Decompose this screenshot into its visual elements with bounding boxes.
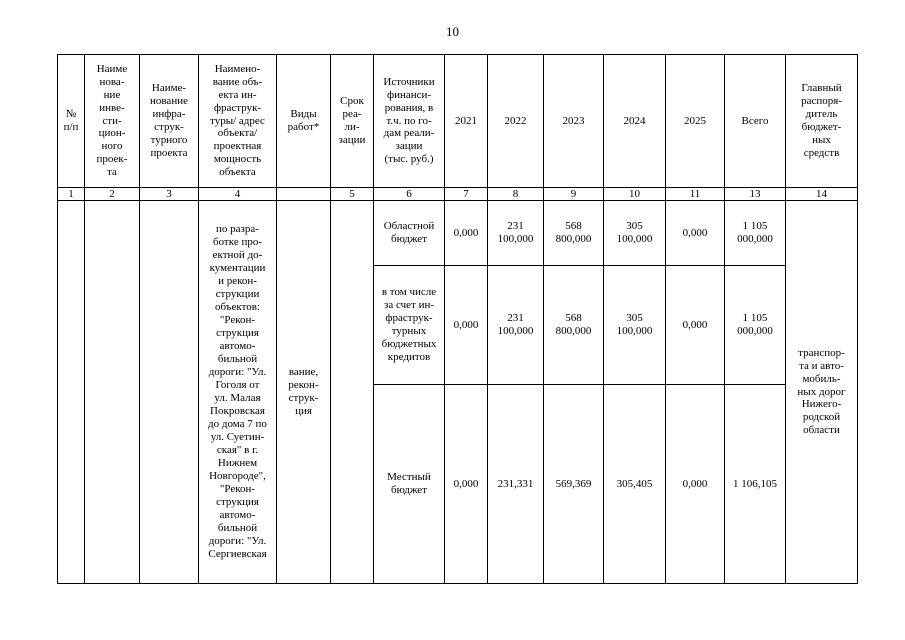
column-number: 14: [786, 188, 858, 201]
text-line: 0,000: [453, 477, 479, 490]
text-line: 231,331: [497, 477, 534, 490]
header-cell: [331, 55, 374, 188]
column-number: 8: [488, 188, 544, 201]
text-line: 2024: [623, 114, 646, 127]
text-line: по разра-: [216, 223, 259, 236]
column-number: 3: [140, 188, 199, 201]
text-line: зации: [395, 140, 423, 153]
text-line: ние: [103, 88, 121, 101]
header-cell: [725, 55, 786, 188]
text-line: нование: [150, 95, 188, 108]
text-line: 1 105: [742, 220, 768, 233]
text-line: туры/ адрес: [210, 114, 265, 127]
text-line: 100,000: [497, 325, 534, 337]
text-line: 568: [565, 312, 582, 325]
column-number: 6: [374, 188, 445, 201]
value-2022: [488, 201, 544, 266]
column-number-row: [58, 188, 858, 201]
column-number: 11: [666, 188, 725, 201]
text-line: (тыс. руб.): [384, 153, 434, 166]
text-line: родской: [802, 411, 841, 424]
value-2022: [488, 266, 544, 385]
text-line: струкция: [216, 327, 259, 340]
header-cell: [445, 55, 488, 188]
text-line: кументации: [209, 262, 266, 275]
value-2024: [604, 266, 666, 385]
text-line: ская" в г.: [216, 443, 259, 456]
text-line: струкции: [215, 288, 260, 301]
text-line: 0,000: [682, 318, 708, 331]
text-line: Наимено-: [214, 62, 261, 75]
value-2021: [445, 201, 488, 266]
text-line: за счет ин-: [383, 299, 435, 312]
text-line: Местный: [387, 471, 431, 484]
text-line: Сергиевская: [208, 547, 267, 560]
header-cell: [58, 55, 85, 188]
value-2021: [445, 385, 488, 584]
text-line: 2025: [684, 114, 706, 127]
text-line: области: [803, 424, 840, 437]
text-line: 0,000: [453, 318, 479, 331]
value-2024: [604, 201, 666, 266]
text-line: струкция: [216, 495, 259, 508]
text-line: реа-: [342, 108, 362, 121]
text-line: 231: [507, 220, 524, 233]
text-line: автомо-: [219, 508, 256, 521]
text-line: бюджет: [391, 233, 427, 245]
header-cell: [199, 55, 277, 188]
text-line: транспор-: [798, 346, 845, 359]
header-cell: [85, 55, 140, 188]
text-line: дам реали-: [383, 127, 435, 140]
text-line: ных дорог: [797, 385, 846, 398]
work-type-cell: [277, 201, 331, 584]
text-line: 100,000: [616, 325, 653, 337]
text-line: турного: [150, 133, 188, 146]
text-line: ция: [295, 404, 312, 417]
text-line: Новгороде",: [209, 469, 266, 482]
text-line: екта ин-: [218, 88, 257, 101]
infrastructure-project-cell: [140, 201, 199, 584]
text-line: нова-: [99, 75, 125, 88]
text-line: инве-: [99, 101, 125, 114]
text-line: объекта/: [217, 127, 258, 140]
text-line: 231: [507, 312, 524, 325]
header-cell: [786, 55, 858, 188]
text-line: дороги: "Ул.: [208, 534, 267, 547]
column-number: 13: [725, 188, 786, 201]
text-line: средств: [803, 146, 840, 159]
column-number: 5: [331, 188, 374, 201]
header-cell: [544, 55, 604, 188]
text-line: мощность: [213, 153, 262, 166]
text-line: 000,000: [737, 325, 773, 337]
text-line: дороги: "Ул.: [208, 366, 267, 379]
text-line: ектной до-: [212, 249, 263, 262]
text-line: мобиль-: [802, 372, 841, 385]
text-line: рования, в: [384, 101, 434, 114]
value-2023: [544, 201, 604, 266]
header-cell: [140, 55, 199, 188]
text-line: финанси-: [386, 88, 432, 101]
text-line: 1 106,105: [733, 477, 777, 490]
text-line: Источники: [383, 75, 435, 88]
value-2023: [544, 385, 604, 584]
text-line: фраструк-: [213, 101, 262, 114]
text-line: ных: [812, 133, 831, 146]
table-header-row: [58, 55, 858, 188]
column-number: 2: [85, 188, 140, 201]
text-line: дитель: [805, 108, 838, 121]
text-line: проек-: [96, 153, 128, 166]
text-line: бюджетных: [381, 337, 437, 350]
text-line: та: [107, 166, 117, 179]
text-line: бюджет: [391, 484, 427, 496]
text-line: цион-: [98, 127, 126, 140]
text-line: ул. Малая: [214, 392, 261, 404]
value-2024: [604, 385, 666, 584]
value-2023: [544, 266, 604, 385]
text-line: Всего: [741, 114, 769, 127]
column-number: 4: [199, 188, 277, 201]
budget-manager-cell: [786, 201, 858, 584]
text-line: 2023: [562, 114, 585, 127]
column-number: 10: [604, 188, 666, 201]
funding-source-cell: [374, 385, 445, 584]
text-line: объекта: [219, 166, 256, 179]
text-line: вание,: [288, 366, 319, 379]
text-line: фраструк-: [385, 312, 433, 325]
text-line: та и авто-: [799, 359, 844, 372]
text-line: 2021: [455, 114, 477, 127]
text-line: Гоголя от: [215, 379, 260, 392]
text-line: сти-: [102, 114, 122, 127]
text-line: объектов:: [214, 301, 260, 314]
text-line: ли-: [344, 121, 360, 133]
text-line: проекта: [150, 146, 188, 159]
value-total: [725, 201, 786, 266]
text-line: Нижего-: [801, 398, 842, 411]
header-cell: [277, 55, 331, 188]
column-number: 9: [544, 188, 604, 201]
text-line: Главный: [801, 82, 842, 95]
text-line: "Рекон-: [219, 314, 256, 327]
text-line: ботке про-: [212, 236, 262, 249]
column-number: 1: [58, 188, 85, 201]
text-line: рекон-: [288, 379, 319, 392]
text-line: распоря-: [801, 95, 842, 108]
text-line: бильной: [217, 353, 258, 366]
text-line: инфра-: [152, 108, 186, 121]
text-line: струк-: [288, 392, 319, 404]
text-line: зации: [338, 133, 366, 146]
text-line: 800,000: [555, 325, 592, 337]
text-line: 305: [626, 312, 643, 325]
value-total: [725, 385, 786, 584]
header-cell: [488, 55, 544, 188]
text-line: Срок: [340, 95, 364, 108]
text-line: работ*: [287, 121, 320, 133]
table-row: [58, 201, 858, 266]
header-cell: [666, 55, 725, 188]
text-line: проектная: [213, 140, 262, 153]
text-line: п/п: [63, 121, 79, 133]
text-line: 800,000: [555, 233, 592, 245]
value-2022: [488, 385, 544, 584]
text-line: т.ч. по го-: [386, 114, 432, 127]
header-cell: [374, 55, 445, 188]
text-line: кредитов: [387, 350, 431, 363]
value-2025: [666, 201, 725, 266]
value-total: [725, 266, 786, 385]
project-name-cell: [85, 201, 140, 584]
text-line: 0,000: [682, 226, 708, 239]
text-line: Виды: [290, 108, 317, 121]
text-line: Покровская: [210, 404, 265, 417]
text-line: 100,000: [497, 233, 534, 245]
page-number: 10: [446, 24, 459, 39]
value-2021: [445, 266, 488, 385]
text-line: 569,369: [555, 477, 592, 490]
implementation-period-cell: [331, 201, 374, 584]
text-line: вание объ-: [212, 75, 263, 88]
header-cell: [604, 55, 666, 188]
text-line: ного: [101, 140, 123, 153]
text-line: Наиме: [96, 62, 128, 75]
text-line: бюджет-: [801, 121, 842, 133]
funding-source-cell: [374, 266, 445, 385]
text-line: Наиме-: [151, 82, 187, 95]
row-index-cell: [58, 201, 85, 584]
column-number: 7: [445, 188, 488, 201]
text-line: и рекон-: [218, 275, 257, 288]
text-line: №: [65, 108, 77, 121]
value-2025: [666, 385, 725, 584]
text-line: автомо-: [219, 340, 256, 353]
column-number: [277, 188, 331, 201]
funding-source-cell: [374, 201, 445, 266]
text-line: 1 105: [742, 312, 768, 325]
text-line: Нижнем: [217, 456, 258, 469]
value-2025: [666, 266, 725, 385]
text-line: 100,000: [616, 233, 653, 245]
text-line: 305,405: [616, 477, 653, 490]
text-line: в том числе: [381, 286, 437, 299]
investment-projects-table: [57, 54, 858, 584]
text-line: 000,000: [737, 233, 773, 245]
text-line: 568: [565, 220, 582, 233]
text-line: бильной: [217, 521, 258, 534]
text-line: до дома 7 по: [208, 417, 267, 430]
text-line: "Рекон-: [219, 482, 256, 495]
text-line: ул. Суетин-: [210, 430, 265, 443]
text-line: 0,000: [453, 226, 479, 239]
text-line: Областной: [383, 220, 435, 233]
text-line: турных: [391, 325, 427, 337]
text-line: 305: [626, 220, 643, 233]
object-name-cell: [199, 201, 277, 584]
text-line: струк-: [154, 121, 184, 133]
text-line: 0,000: [682, 477, 708, 490]
text-line: 2022: [504, 114, 527, 127]
